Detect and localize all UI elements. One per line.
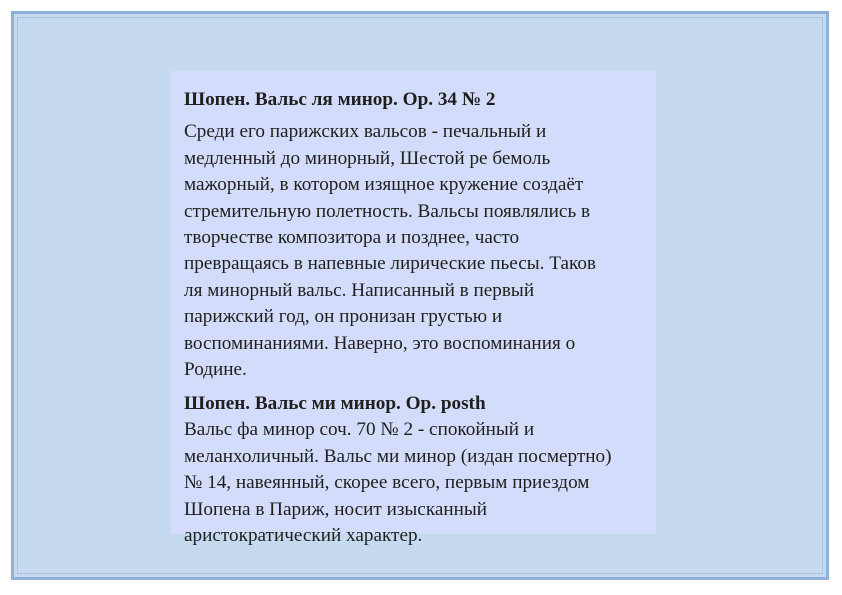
paragraph-line: стремительную полетность. Вальсы появлялись в [184, 200, 591, 222]
paragraph-line: Вальс фа минор соч. 70 № 2 - спокойный и [184, 419, 535, 441]
section-heading: Шопен. Вальс ля минор. Op. 34 № 2 [184, 89, 496, 110]
section-heading: Шопен. Вальс ми минор. Op. posth [184, 393, 486, 414]
paragraph-line: Среди его парижских вальсов - печальный и [184, 121, 547, 143]
paragraph-line: Родине. [184, 359, 247, 381]
paragraph-line: превращаясь в напевные лирические пьесы. Таков [184, 253, 596, 275]
paragraph-line: Шопена в Париж, носит изысканный [184, 498, 488, 520]
paragraph-line: мажорный, в котором изящное кружение создаёт [184, 174, 584, 196]
paragraph-line: парижский год, он пронизан грустью и [184, 306, 503, 328]
section-waltz-a-minor [184, 87, 668, 383]
paragraph-line: ля минорный вальс. Написанный в первый [184, 279, 535, 301]
section-waltz-e-minor [184, 391, 668, 549]
paragraph-line: меланхоличный. Вальс ми минор (издан посмертно) [184, 445, 612, 467]
paragraph-line: аристократический характер. [184, 525, 423, 547]
paragraph-line: медленный до минорный, Шестой ре бемоль [184, 147, 551, 169]
paragraph-line: воспоминаниями. Наверно, это воспоминания о [184, 332, 576, 354]
paragraph-line: творчестве композитора и позднее, часто [184, 227, 520, 249]
paragraph-line: № 14, навеянный, скорее всего, первым приездом [184, 472, 590, 494]
